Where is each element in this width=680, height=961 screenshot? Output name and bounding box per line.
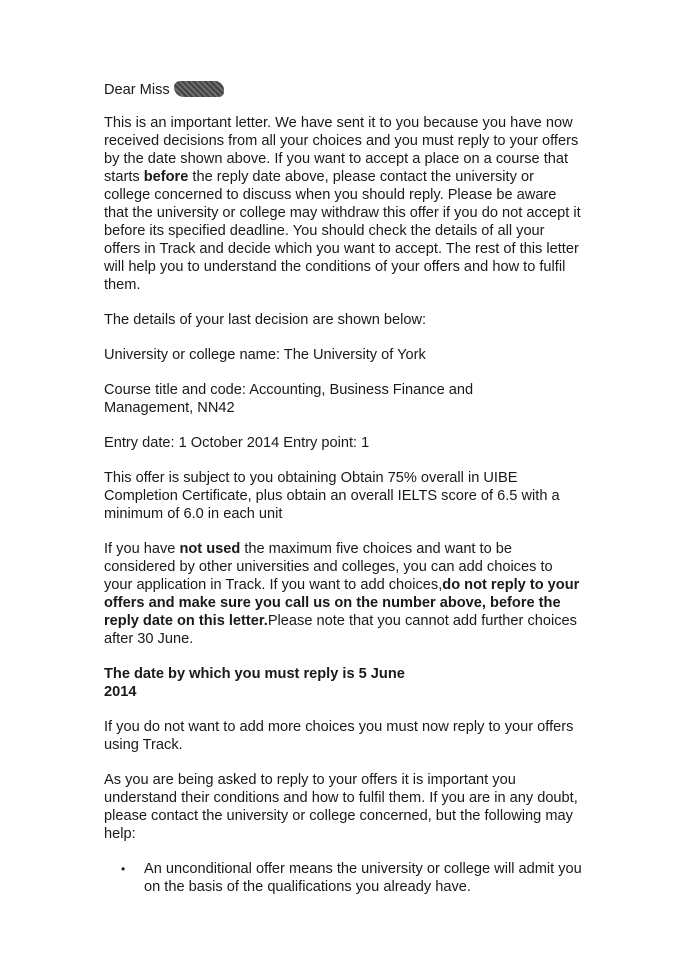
conditions-list — [104, 860, 584, 896]
choices-emphasis-1: not used — [179, 541, 241, 557]
letter-body — [104, 81, 584, 896]
course-title: Course title and code: Accounting, Business Finance and Management, NN42 — [104, 382, 474, 416]
salutation-text: Dear Miss — [104, 82, 170, 98]
choices-text-1: If you have — [104, 541, 180, 557]
entry-date: Entry date: 1 October 2014 Entry point: 1 — [104, 435, 370, 451]
university-name: University or college name: The University of York — [104, 347, 426, 363]
intro-paragraph — [104, 114, 584, 294]
details-heading: The details of your last decision are shown below: — [104, 312, 427, 328]
reply-deadline: The date by which you must reply is 5 June 2014 — [104, 666, 405, 700]
redacted-name — [174, 81, 224, 97]
choices-paragraph — [104, 540, 584, 648]
offer-condition: This offer is subject to you obtaining Obtain 75% overall in UIBE Completion Certificate, plus obtain an overall IELTS score of 6.5 with a minimum of 6.0 in each unit — [104, 470, 560, 522]
salutation — [104, 81, 584, 99]
intro-text-1: This is an important letter. We have sent it to you because you have now received decisions from all your choices and you must reply to your offers by the date shown above. If you want to accept a place on a course that starts — [104, 115, 579, 185]
intro-emphasis: before — [143, 169, 189, 185]
choices-emphasis-2: do not reply to your offers and make sure you call us on the number above, before the reply date on this letter. — [104, 577, 580, 629]
intro-text-2: the reply date above, please contact the university or college concerned to discuss when you should reply. Please be aware that the university or college may withdraw this offer if you do not accept it before its specified deadline. You should check the details of all your offers in Track and decide which you want to accept. The rest of this letter will help you to understand the conditions of your offers and how to fulfil them. — [104, 169, 581, 293]
conditions-intro: As you are being asked to reply to your offers it is important you understand their conditions and how to fulfil them. If you are in any doubt, please contact the university or college concerned, but the following may help: — [104, 772, 578, 842]
choices-text-3: Please note that you cannot add further choices after 30 June. — [104, 613, 577, 647]
choices-text-2: the maximum five choices and want to be considered by other universities and colleges, you can add choices to your application in Track. If you want to add choices, — [104, 541, 553, 593]
no-more-choices-paragraph: If you do not want to add more choices you must now reply to your offers using Track. — [104, 719, 574, 753]
list-item: • An unconditional offer means the university or college will admit you on the basis of the qualifications you already have. — [104, 860, 584, 896]
